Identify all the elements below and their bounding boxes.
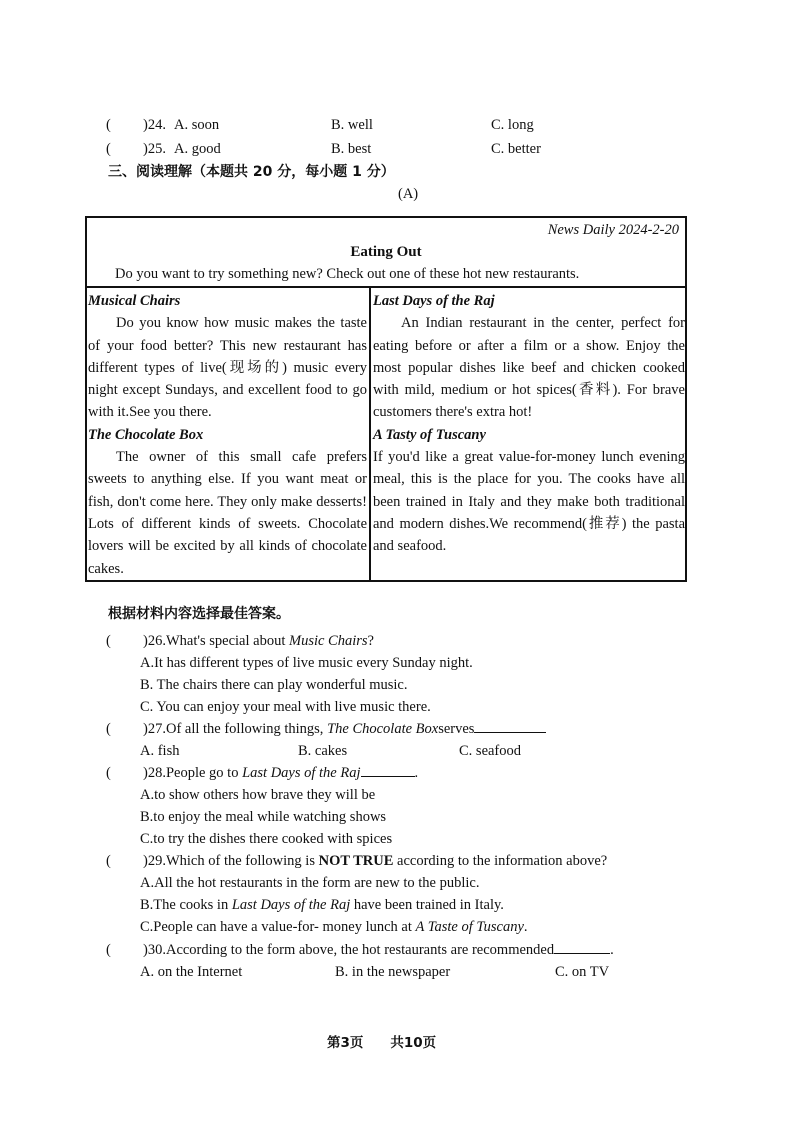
stem-italic: Last Days of the Raj — [242, 765, 361, 781]
stem-bold: NOT TRUE — [318, 853, 394, 869]
option-b: B. well — [331, 117, 373, 133]
stem-text: Which of the following is — [165, 853, 319, 869]
answer-paren: ( — [106, 721, 111, 737]
option-text: have been trained in Italy. — [350, 897, 504, 913]
option-a: A. soon — [174, 117, 220, 133]
question-number: )29. — [143, 853, 166, 869]
article-intro: Do you want to try something new? Check out one of these hot new restaurants. — [115, 266, 580, 282]
stem-text: Of all the following things, — [165, 721, 328, 737]
answer-paren: ( — [106, 942, 111, 958]
option-text: . — [523, 919, 528, 935]
question-stem — [143, 630, 374, 652]
option-b: B. cakes — [298, 743, 348, 759]
stem-italic: The Chocolate Box — [327, 721, 439, 737]
stem-text: What's special about — [165, 633, 289, 649]
option-b: B. in the newspaper — [335, 964, 451, 980]
answer-blank[interactable] — [361, 762, 415, 777]
stem-text: serves — [438, 721, 475, 737]
question-stem — [143, 718, 546, 740]
question-number: )30. — [143, 942, 166, 958]
question-number: )24. — [143, 117, 166, 133]
part-label: (A) — [398, 186, 419, 202]
restaurant-name: Musical Chairs — [88, 293, 181, 309]
option-text: B.The cooks in — [140, 897, 232, 913]
option-a: A.All the hot restaurants in the form are new to the public. — [140, 875, 480, 891]
newspaper-dateline: News Daily 2024-2-20 — [547, 222, 679, 238]
answer-blank[interactable] — [554, 939, 610, 954]
question-stem — [143, 939, 614, 961]
stem-text: ? — [367, 633, 374, 649]
stem-text: . — [610, 942, 614, 958]
restaurant-description: The owner of this small cafe prefers sweets to anything else. If you want meat or fish, don't come here. They only make desserts! Lots of different kinds of sweets. Chocolate lovers will be excited by all kinds of chocolate cakes. — [88, 449, 367, 577]
restaurant-description: Do you know how music makes the taste of your food better? This new restaurant has different types of live(现场的) music every night except Sundays, and excellent food to go with it.See you there. — [88, 315, 367, 421]
restaurant-name: Last Days of the Raj — [373, 293, 495, 309]
option-c: C.to try the dishes there cooked with spices — [140, 831, 393, 847]
option-c: C. better — [491, 141, 541, 157]
article-box — [85, 216, 687, 582]
page-footer: 第3页 共10页 — [327, 1035, 437, 1051]
question-number: )25. — [143, 141, 166, 157]
section-heading: 三、阅读理解（本题共 20 分，每小题 1 分） — [108, 164, 395, 180]
right-column — [373, 290, 685, 558]
option-italic: A Taste of Tuscany — [415, 919, 524, 935]
restaurant-name: A Tasty of Tuscany — [373, 426, 486, 443]
option-b: B.to enjoy the meal while watching shows — [140, 809, 387, 825]
stem-text: . — [414, 765, 419, 781]
option-a: A.to show others how brave they will be — [140, 787, 376, 803]
question-stem — [143, 850, 607, 872]
article-header — [87, 218, 685, 288]
option-c: C. You can enjoy your meal with live music there. — [140, 699, 431, 715]
question-number: )27. — [143, 721, 166, 737]
answer-paren: ( — [106, 633, 111, 649]
option-a: A. fish — [140, 743, 180, 759]
option-a: A.It has different types of live music every Sunday night. — [140, 655, 473, 671]
left-column — [88, 290, 367, 580]
option-c: C. long — [491, 117, 534, 133]
option-text: C.People can have a value-for- money lunch at — [140, 919, 416, 935]
option-b — [140, 894, 504, 916]
question-number: )28. — [143, 765, 166, 781]
option-a: A. good — [174, 141, 221, 157]
option-a: A. on the Internet — [140, 964, 243, 980]
article-title: Eating Out — [350, 244, 422, 260]
answer-paren: ( — [106, 117, 111, 133]
restaurant-description: If you'd like a great value-for-money lunch evening meal, this is the place for you. The cooks have all been trained in Italy and they make both traditional and modern dishes.We recommend(推荐) the pasta and seafood. — [373, 449, 685, 555]
option-c: C. seafood — [459, 743, 522, 759]
restaurant-description: An Indian restaurant in the center, perfect for eating before or after a film or a show. Enjoy the most popular dishes like beef and chicken cooked with mild, medium or hot spices(香料). For brave customers there's extra hot! — [373, 315, 685, 421]
answer-paren: ( — [106, 765, 111, 781]
option-italic: Last Days of the Raj — [231, 897, 351, 913]
restaurant-name: The Chocolate Box — [88, 426, 204, 443]
option-b: B. The chairs there can play wonderful music. — [140, 677, 408, 693]
answer-paren: ( — [106, 141, 111, 157]
instruction: 根据材料内容选择最佳答案。 — [108, 606, 290, 622]
column-divider — [369, 288, 371, 580]
answer-blank[interactable] — [474, 718, 546, 733]
stem-italic: Music Chairs — [288, 633, 368, 649]
question-stem — [143, 762, 418, 784]
option-c: C. on TV — [555, 964, 610, 980]
option-b: B. best — [331, 141, 372, 157]
answer-paren: ( — [106, 853, 111, 869]
option-c — [140, 916, 528, 938]
question-number: )26. — [143, 633, 166, 649]
stem-text: According to the form above, the hot restaurants are recommended — [165, 942, 555, 958]
stem-text: according to the information above? — [393, 853, 608, 869]
stem-text: People go to — [165, 765, 243, 781]
